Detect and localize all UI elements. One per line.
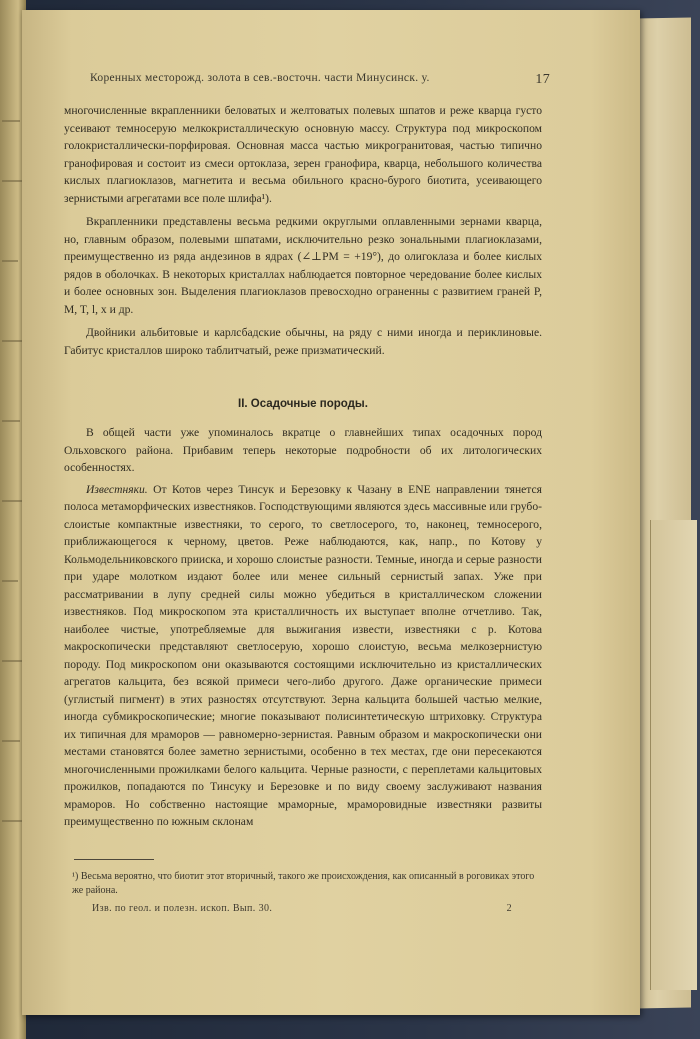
footer-journal: Изв. по геол. и полезн. ископ. Вып. 30.	[92, 903, 273, 914]
intro-paragraph: В общей части уже упоминалось вкратце о главнейших типах осадочных пород Ольховского района. Прибавим теперь некоторые подробности об их литологических особенностях.	[64, 426, 542, 474]
limestone-paragraph	[64, 481, 542, 831]
body-bottom	[64, 424, 542, 831]
limestone-text: От Котов через Тинсук и Березовку к Чазану в ENE направлении тянется полоса метаморфических известняков. Господствующими являются здесь массивные или грубо-слоистые компактные известняки, то серого, то светлосерого, то, наконец, темносерого, приближающегося к черному, цветов. Реже наблюдаются, как, напр., по Котову у Кольмодельниковского прииска, и хорошо слоистые разности. Темные, иногда и серые разности при ударе молотком издают более или менее сильный сернистый запах. Уже при рассматривании в лупу средней силы можно убедиться в кристаллическом сложении известняков. Под микроскопом эта кристалличность их выступает вполне отчетливо. Так, наиболее чистые, употребляемые для выжигания извести, известняки с р. Котова макроскопически представляют светлосерую, хорошо слоистую, весьма мелкозернистую породу. Под микроскопом они оказываются состоящими исключительно из кристаллических агрегатов кальцита, без всякой примеси чего-либо другого. Даже органические примеси (углистый пигмент) в этих разностях отсутствуют. Зерна кальцита большей частью мелкие, иногда субмикроскопические; многие показывают полисинтетическую штриховку. Структура их типичная для мраморов — равномерно-зернистая. Равным образом и макроскопически они местами становятся более заметно зернистыми, особенно в тех местах, где они пересекаются многочисленными прожилками белого кальцита. Черные разности, с переплетами кальцитовых прожилков, попадаются по Тинсуку и Березовке и по виду своему заслуживают названия мраморов. Но собственно настоящие мраморные, мраморовидные известняки развиты преимущественно по южным склонам	[64, 482, 542, 828]
section-heading: II. Осадочные породы.	[238, 398, 368, 410]
running-header	[90, 72, 550, 88]
paragraph-3: Двойники альбитовые и карлсбадские обычны, на ряду с ними иногда и периклиновые. Габитус кристаллов широко таблитчатый, реже призматический.	[64, 326, 542, 357]
limestone-label: Известняки.	[86, 482, 148, 496]
paragraph-1: многочисленные вкрапленники беловатых и желтоватых полевых шпатов и реже кварца густо усеивают темносерую мелкокристаллическую основную массу. Структура под микроскопом голокристаллически-порфировая. Основная масса частью микрогранитовая, частью типично гранофировая и состоит из смеси ортоклаза, зерен гранофира, кварца, небольшого количества кислых плагиоклазов, магнетита и весьма обильного красно-бурого биотита, усеивающего зернистыми агрегатами все поле шлифа¹).	[64, 104, 542, 205]
page-footer	[92, 903, 512, 914]
running-title: Коренных месторожд. золота в сев.-восточн. части Минусинск. у.	[90, 72, 430, 84]
book-page	[22, 10, 640, 1015]
page-number: 17	[535, 72, 550, 87]
paragraph-2: Вкрапленники представлены весьма редкими округлыми оплавленными зернами кварца, но, главным образом, полевыми шпатами, исключительно резко зональными плагиоклазами, преимущественно из ряда андезинов в ядрах (∠⊥PM = +19°), до олигоклаза и более кислых рядов в оболочках. В некоторых кристаллах наблюдается повторное чередование более кислых и более основных зон. Выделения плагиоклазов превосходно ограненны с развитием граней P, M, T, l, x и др.	[64, 215, 542, 316]
torn-page-edge	[650, 520, 697, 990]
footer-signature: 2	[506, 903, 512, 914]
body-top	[64, 102, 542, 359]
footnote-divider	[74, 859, 154, 860]
footnote: ¹) Весьма вероятно, что биотит этот вторичный, такого же происхождения, как описанный в роговиках этого же района.	[72, 871, 535, 896]
